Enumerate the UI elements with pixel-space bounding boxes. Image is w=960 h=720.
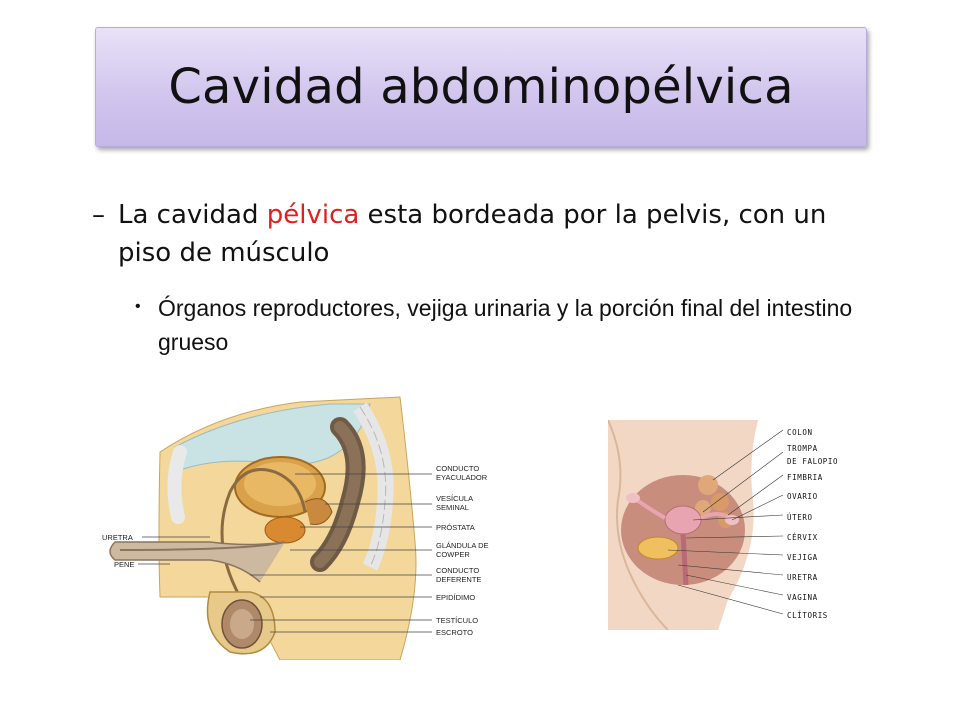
female-label-de-falopio: DE FALOPIO <box>787 457 839 466</box>
female-pelvis-illustration <box>608 420 853 630</box>
male-label-escroto: ESCROTO <box>436 628 473 637</box>
male-label-glandula: GLÁNDULA DE <box>436 541 489 550</box>
male-label-pene: PENE <box>114 560 135 569</box>
bullet-level-2 <box>135 291 875 359</box>
male-label-vesicula: VESÍCULA <box>436 494 474 503</box>
male-label-eyaculador: EYACULADOR <box>436 473 488 482</box>
female-label-vagina: VAGINA <box>787 593 818 602</box>
dash-marker: – <box>92 200 105 230</box>
male-label-uretra: URETRA <box>102 533 133 542</box>
bullet-1-text-end: esta bordeada por la pelvis, con un piso de músculo <box>118 200 827 268</box>
male-label-epididimo: EPIDÍDIMO <box>436 593 476 602</box>
female-label-utero: ÚTERO <box>787 513 813 522</box>
female-label-ovario: OVARIO <box>787 492 818 501</box>
female-label-trompa: TROMPA <box>787 444 818 453</box>
male-label-testiculo: TESTÍCULO <box>436 616 479 625</box>
bullet-level-1 <box>92 196 872 272</box>
female-label-fimbria: FIMBRIA <box>787 473 823 482</box>
male-label-deferente: DEFERENTE <box>436 575 482 584</box>
female-label-cervix: CÉRVIX <box>787 533 818 542</box>
male-label-conducto-2: CONDUCTO <box>436 566 480 575</box>
title-box <box>95 27 867 147</box>
female-label-clitoris: CLÍTORIS <box>787 611 828 620</box>
female-label-uretra: URETRA <box>787 573 818 582</box>
male-label-seminal: SEMINAL <box>436 503 469 512</box>
bullet-1-text <box>118 196 872 272</box>
female-label-vejiga: VEJIGA <box>787 553 818 562</box>
highlighted-word: pélvica <box>266 200 360 230</box>
bullet-dot: • <box>135 298 141 315</box>
male-label-prostata: PRÓSTATA <box>436 523 475 532</box>
female-label-colon: COLON <box>787 428 813 437</box>
male-label-conducto: CONDUCTO <box>436 464 480 473</box>
bullet-2-text: Órganos reproductores, vejiga urinaria y la porción final del intestino grueso <box>158 295 853 355</box>
male-label-cowper: COWPER <box>436 550 470 559</box>
male-pelvis-illustration <box>100 392 520 660</box>
bullet-1-text-start: La cavidad <box>118 200 267 230</box>
slide-title: Cavidad abdominopélvica <box>168 59 794 115</box>
